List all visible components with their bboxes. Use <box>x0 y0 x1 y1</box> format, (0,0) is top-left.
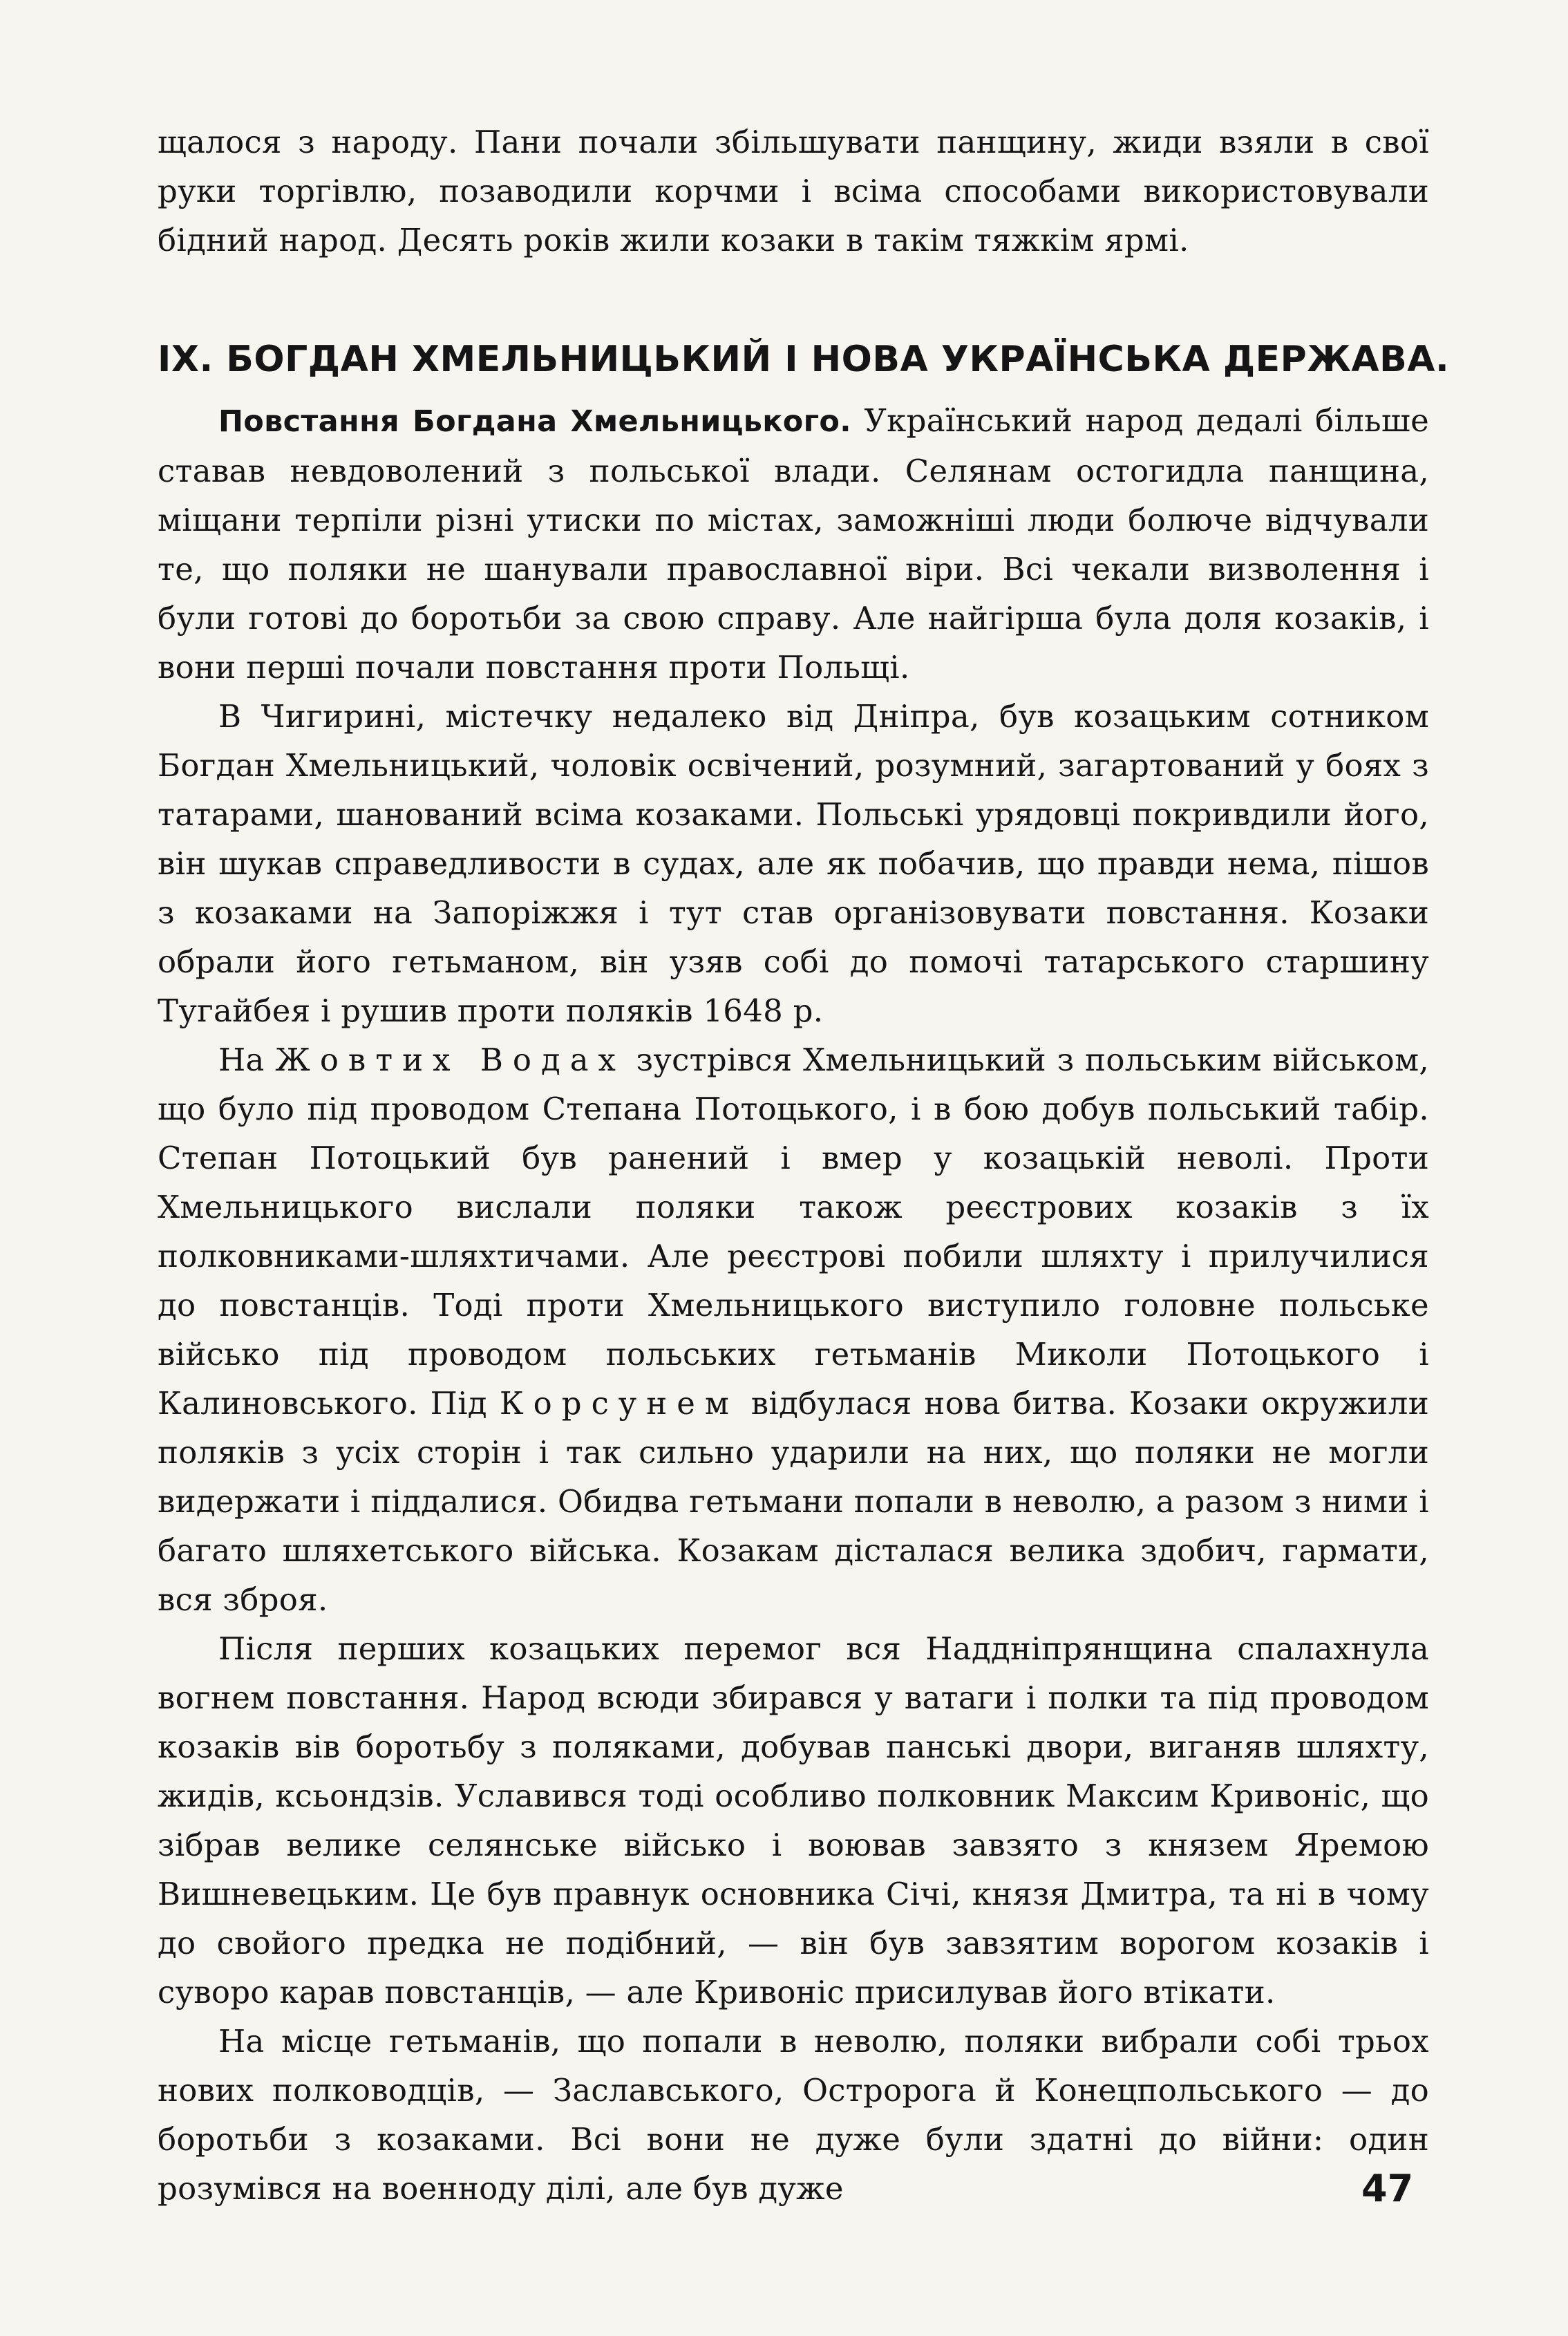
paragraph-uprising-spread: Після перших козацьких перемог вся Наддніпрянщина спалахнула вогнем повстання. Народ всюди збирався у ватаги і полки та під проводом козаків вів боротьбу з поляками, добував панські двори, виганяв шляхту, жидів, ксьондзів. Уславився тоді особливо полковник Максим Кривоніс, що зібрав велике селянське військо і воював завзято з князем Яремою Вишневецьким. Це був правнук основника Січі, князя Дмитра, та ні в чому до свойого предка не подібний, — він був завзятим ворогом козаків і суворо карав повстанців, — але Кривоніс присилував його втікати. <box>158 1630 1429 2010</box>
intro-paragraph: щалося з народу. Пани почали збільшувати панщину, жиди взяли в свої руки торгівлю, позаводили корчми і всіма способами використовували бідний народ. Десять років жили козаки в такім тяжкім ярмі. <box>158 124 1429 258</box>
page-body <box>158 117 1450 2246</box>
page-number: 47 <box>1361 2167 1414 2210</box>
battles-text-c: відбулася нова битва. Козаки окружили поляків з усіх сторін і так сильно ударили на них, що поляки не могли видержати і піддалися. Обидва гетьмани попали в неволю, а разом з ними і багато шляхетського війська. Козакам дісталася велика здобич, гармати, вся зброя. <box>158 1385 1429 1618</box>
place-korsun: Корсунем <box>499 1385 739 1422</box>
place-zhovti-vody: Жовтих Водах <box>275 1042 625 1078</box>
paragraph-uprising <box>158 396 1429 692</box>
section-lead-heading: Повстання Богдана Хмельницького. <box>218 404 851 439</box>
battles-text-a: На <box>218 1042 276 1078</box>
battles-text-b: зустрівся Хмельницький з польським військом, що було під проводом Степана Потоцького, і в бою добув польський табір. Степан Потоцький був ранений і вмер у козацькій неволі. Проти Хмельницького вислали поляки також реєстрових козаків з їх полковниками-шляхтичами. Але реєстрові побили шляхту і прилучилися до повстанців. Тоді проти Хмельницького виступило головне польське військо під проводом польських гетьманів Миколи Потоцького і Калиновського. Під <box>158 1042 1429 1422</box>
chapter-title: IX. БОГДАН ХМЕЛЬНИЦЬКИЙ І НОВА УКРАЇНСЬКА ДЕРЖАВА. <box>158 339 1450 380</box>
paragraph-battles <box>158 1035 1429 1624</box>
paragraph-chyhyryn: В Чигирині, містечку недалеко від Дніпра, був козацьким сотником Богдан Хмельницький, чоловік освічений, розумний, загартований у боях з татарами, шанований всіма козаками. Польські урядовці покривдили його, він шукав справедливости в судах, але як побачив, що правди нема, пішов з козаками на Запоріжжя і тут став організовувати повстання. Козаки обрали його гетьманом, він узяв собі до помочі татарського старшину Тугайбея і рушив проти поляків 1648 р. <box>158 698 1429 1029</box>
paragraph-uprising-text: Український народ дедалі більше ставав невдоволений з польської влади. Селянам остогидла панщина, міщани терпіли різні утиски по містах, заможніші люди болюче відчували те, що поляки не шанували православної віри. Всі чекали визволення і були готові до боротьби за свою справу. Але найгірша була доля козаків, і вони перші почали повстання проти Польщі. <box>158 402 1429 686</box>
paragraph-new-commanders: На місце гетьманів, що попали в неволю, поляки вибрали собі трьох нових полководців, — Заславського, Остророга й Конецпольського — до боротьби з козаками. Всі вони не дуже були здатні до війни: один розумівся на военноду ділі, але був дуже <box>158 2023 1429 2207</box>
